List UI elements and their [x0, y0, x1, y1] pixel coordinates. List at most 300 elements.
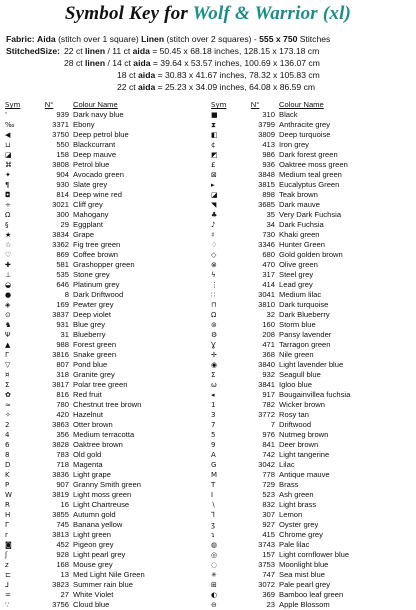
- colour-name: Autumn gold: [73, 510, 116, 519]
- floss-number: 3772: [258, 410, 275, 419]
- floss-number: 932: [262, 370, 275, 379]
- symbol-key-row: [211, 500, 414, 510]
- fabric-aida: Aida: [37, 34, 56, 44]
- size-type-b: aida: [138, 70, 156, 80]
- colour-name: Ebony: [73, 120, 95, 129]
- colour-name: Bamboo leaf green: [279, 590, 344, 599]
- symbol-key-row: [211, 290, 414, 300]
- colour-name: Med Light Nile Green: [73, 570, 145, 579]
- symbol-glyph: ●: [5, 291, 12, 299]
- floss-number: 3750: [52, 130, 69, 139]
- floss-number: 3756: [52, 600, 69, 609]
- floss-number: 3828: [52, 440, 69, 449]
- symbol-glyph: ✿: [5, 391, 11, 399]
- symbol-glyph: ◧: [211, 131, 218, 139]
- floss-number: 3848: [258, 170, 275, 179]
- floss-number: 3816: [52, 350, 69, 359]
- floss-number: 3813: [52, 530, 69, 539]
- column-headers-right: [211, 100, 414, 110]
- symbol-glyph: Ɣ: [211, 341, 216, 349]
- floss-number: 3855: [52, 510, 69, 519]
- size-dimensions: = 25.23 x 34.09 inches, 64.08 x 86.59 cm: [157, 82, 316, 92]
- colour-name: Gold golden brown: [279, 250, 343, 259]
- symbol-glyph: Σ: [5, 381, 10, 389]
- symbol-key-row: [211, 540, 414, 550]
- colour-name: Oaktree moss green: [279, 160, 348, 169]
- colour-name: Hunter Green: [279, 240, 326, 249]
- symbol-key-row: [5, 230, 208, 240]
- symbol-key-row: [5, 250, 208, 260]
- symbol-key-row: [211, 350, 414, 360]
- column-headers-left: [5, 100, 208, 110]
- symbol-glyph: H: [5, 511, 11, 519]
- floss-number: 646: [56, 280, 69, 289]
- symbol-list-left: [5, 100, 208, 610]
- symbol-key-row: [211, 600, 414, 610]
- symbol-key-row: [211, 270, 414, 280]
- symbol-glyph: W: [5, 491, 12, 499]
- floss-number: 318: [56, 370, 69, 379]
- header-sym: Sym: [5, 101, 21, 109]
- symbol-key-row: [211, 400, 414, 410]
- header-colour-name: Colour Name: [279, 100, 324, 109]
- symbol-key-row: [5, 420, 208, 430]
- stitched-size-row: [64, 58, 320, 69]
- floss-number: 782: [262, 400, 275, 409]
- symbol-glyph: ⌘: [5, 161, 12, 169]
- symbol-key-row: [5, 440, 208, 450]
- floss-number: 3072: [258, 580, 275, 589]
- colour-name: Summer rain blue: [73, 580, 133, 589]
- size-type-b: aida: [138, 82, 156, 92]
- symbol-key-row: [211, 480, 414, 490]
- symbol-glyph: ◒: [5, 281, 12, 289]
- symbol-glyph: ⊗: [211, 261, 217, 269]
- floss-number: 27: [60, 590, 69, 599]
- symbol-glyph: 3: [211, 411, 216, 419]
- symbol-glyph: ⅃: [5, 581, 9, 589]
- colour-name: Granny Smith green: [73, 480, 141, 489]
- symbol-key-row: [5, 200, 208, 210]
- floss-number: 3371: [52, 120, 69, 129]
- symbol-glyph: G: [211, 461, 217, 469]
- floss-number: 976: [262, 430, 275, 439]
- symbol-glyph: =: [5, 591, 11, 599]
- symbol-key-row: [5, 380, 208, 390]
- floss-number: 368: [262, 350, 275, 359]
- symbol-key-row: [211, 250, 414, 260]
- floss-number: 783: [56, 450, 69, 459]
- colour-name: Teak brown: [279, 190, 318, 199]
- size-count-b: 11 ct: [112, 46, 131, 56]
- floss-number: 869: [56, 250, 69, 259]
- symbol-key-row: [5, 110, 208, 120]
- floss-number: 730: [262, 230, 275, 239]
- colour-name: Light pearl grey: [73, 550, 126, 559]
- symbol-key-row: [5, 490, 208, 500]
- colour-name: Eggplant: [73, 220, 103, 229]
- size-separator: /: [107, 46, 110, 56]
- symbol-glyph: Ω: [211, 311, 217, 319]
- symbol-key-row: [211, 370, 414, 380]
- colour-name: Light brass: [279, 500, 317, 509]
- symbol-glyph: 8: [5, 451, 10, 459]
- symbol-key-row: [5, 510, 208, 520]
- colour-name: Pewter grey: [73, 300, 114, 309]
- symbol-key-row: [5, 290, 208, 300]
- symbol-key-row: [211, 160, 414, 170]
- floss-number: 34: [266, 220, 275, 229]
- header-number: N°: [250, 100, 260, 109]
- floss-number: 310: [262, 110, 275, 119]
- colour-name: Light lavender blue: [279, 360, 344, 369]
- floss-number: 832: [262, 500, 275, 509]
- symbol-key-row: [5, 240, 208, 250]
- size-count-b: 18 ct: [117, 70, 136, 80]
- symbol-key-row: [211, 260, 414, 270]
- colour-name: Forest green: [73, 340, 117, 349]
- symbol-key-row: [5, 530, 208, 540]
- colour-name: Pale lilac: [279, 540, 310, 549]
- stitched-size-row: [117, 82, 315, 93]
- symbol-key-row: [211, 450, 414, 460]
- symbol-glyph: ◈: [5, 301, 11, 309]
- symbol-glyph: r: [5, 531, 8, 539]
- symbol-key-row: [5, 390, 208, 400]
- colour-name: Lemon: [279, 510, 303, 519]
- floss-number: 470: [262, 260, 275, 269]
- floss-number: 3809: [258, 130, 275, 139]
- symbol-glyph: ʒ: [211, 521, 216, 529]
- symbol-glyph: ◂: [211, 391, 215, 399]
- colour-name: Dark Blueberry: [279, 310, 330, 319]
- floss-number: 742: [262, 450, 275, 459]
- symbol-key-row: [5, 450, 208, 460]
- symbol-glyph: ◘: [5, 191, 11, 199]
- symbol-key-row: [5, 150, 208, 160]
- colour-name: Sea mist blue: [279, 570, 326, 579]
- floss-number: 414: [262, 280, 275, 289]
- floss-number: 3837: [52, 310, 69, 319]
- symbol-key-row: [211, 170, 414, 180]
- colour-name: Light grape: [73, 470, 111, 479]
- colour-name: Dark turquoise: [279, 300, 329, 309]
- colour-name: Light moss green: [73, 490, 132, 499]
- floss-number: 780: [56, 400, 69, 409]
- colour-name: Chestnut tree brown: [73, 400, 142, 409]
- fabric-linen-note: (stitch over 2 squares) -: [166, 34, 257, 44]
- symbol-glyph: 6: [5, 441, 10, 449]
- floss-number: 160: [262, 320, 275, 329]
- symbol-glyph: ⊠: [211, 171, 217, 179]
- colour-name: Platinum grey: [73, 280, 120, 289]
- symbol-glyph: ▸: [211, 181, 215, 189]
- colour-name: Grape: [73, 230, 95, 239]
- colour-name: Anthracite grey: [279, 120, 331, 129]
- floss-number: 747: [262, 570, 275, 579]
- colour-name: Lead grey: [279, 280, 313, 289]
- symbol-glyph: ɿ: [211, 531, 215, 539]
- symbol-key-row: [211, 570, 414, 580]
- symbol-glyph: z: [5, 561, 9, 569]
- symbol-glyph: ◩: [211, 151, 218, 159]
- symbol-glyph: ✛: [211, 351, 217, 359]
- symbol-glyph: ◌: [211, 561, 218, 569]
- colour-name: Chrome grey: [279, 530, 323, 539]
- symbol-key-row: [5, 360, 208, 370]
- colour-name: Apple Blossom: [279, 600, 330, 609]
- floss-number: 778: [262, 470, 275, 479]
- symbol-key-row: [5, 330, 208, 340]
- symbol-glyph: 2: [5, 421, 10, 429]
- colour-name: Ash green: [279, 490, 314, 499]
- symbol-glyph: ⊖: [211, 601, 217, 609]
- size-dimensions: = 30.83 x 41.67 inches, 78.32 x 105.83 cm: [157, 70, 320, 80]
- symbol-key-row: [5, 320, 208, 330]
- symbol-key-row: [5, 270, 208, 280]
- symbol-glyph: £: [211, 161, 216, 169]
- symbol-glyph: ♡: [5, 251, 12, 259]
- colour-name: Pansy lavender: [279, 330, 332, 339]
- symbol-glyph: §: [5, 221, 9, 229]
- floss-number: 415: [262, 530, 275, 539]
- symbol-key-row: [5, 370, 208, 380]
- colour-name: Light green: [73, 530, 111, 539]
- floss-number: 29: [60, 220, 69, 229]
- symbol-glyph: P: [5, 481, 10, 489]
- colour-name: Black: [279, 110, 298, 119]
- colour-name: Banana yellow: [73, 520, 123, 529]
- floss-number: 986: [262, 150, 275, 159]
- symbol-key-row: [5, 160, 208, 170]
- colour-name: Moonlight blue: [279, 560, 329, 569]
- floss-number: 904: [56, 170, 69, 179]
- symbol-key-row: [211, 210, 414, 220]
- symbol-key-row: [5, 550, 208, 560]
- symbol-glyph: D: [5, 461, 11, 469]
- colour-name: Pond blue: [73, 360, 108, 369]
- symbol-glyph: 5: [211, 431, 216, 439]
- colour-name: Hazelnut: [73, 410, 103, 419]
- symbol-glyph: 1: [211, 401, 216, 409]
- colour-name: Lilac: [279, 460, 295, 469]
- symbol-glyph: ⚙: [211, 331, 218, 339]
- colour-name: Blueberry: [73, 330, 106, 339]
- colour-name: Nutmeg brown: [279, 430, 329, 439]
- colour-name: Oyster grey: [279, 520, 319, 529]
- symbol-glyph: M: [211, 471, 218, 479]
- symbol-glyph: ‰: [5, 121, 15, 129]
- fabric-line: [6, 34, 410, 45]
- colour-name: Blue grey: [73, 320, 106, 329]
- stitched-size-label: StitchedSize:: [6, 46, 60, 56]
- fabric-aida-note: (stitch over 1 square): [58, 34, 139, 44]
- colour-name: Fig tree green: [73, 240, 121, 249]
- colour-name: Cloud blue: [73, 600, 110, 609]
- symbol-glyph: ✦: [5, 171, 11, 179]
- colour-name: Deer brown: [279, 440, 319, 449]
- colour-name: Pale pearl grey: [279, 580, 331, 589]
- colour-name: Antique mauve: [279, 470, 330, 479]
- colour-name: Dark navy blue: [73, 110, 124, 119]
- symbol-key-row: [5, 410, 208, 420]
- symbol-glyph: ⊚: [211, 321, 217, 329]
- symbol-glyph: ∖: [211, 501, 216, 509]
- header-sym: Sym: [211, 101, 227, 109]
- floss-number: 3863: [52, 420, 69, 429]
- symbol-glyph: ★: [5, 231, 12, 239]
- fabric-stitches-suffix: Stitches: [299, 34, 331, 44]
- symbol-key-row: [211, 310, 414, 320]
- colour-name: Bougainvillea fuchsia: [279, 390, 351, 399]
- floss-number: 158: [56, 150, 69, 159]
- symbol-glyph: Ψ: [5, 331, 11, 339]
- colour-name: Medium terracotta: [73, 430, 135, 439]
- floss-number: 931: [56, 320, 69, 329]
- colour-name: Mahogany: [73, 210, 109, 219]
- colour-name: Petrol blue: [73, 160, 110, 169]
- symbol-glyph: Γ: [5, 521, 9, 529]
- symbol-glyph: ': [5, 111, 7, 119]
- symbol-glyph: ♞: [5, 321, 12, 329]
- symbol-glyph: ¤: [5, 371, 10, 379]
- symbol-glyph: ◍: [211, 541, 218, 549]
- colour-name: Mouse grey: [73, 560, 113, 569]
- floss-number: 3840: [258, 360, 275, 369]
- symbol-glyph: Γ: [5, 351, 9, 359]
- floss-number: 3836: [52, 470, 69, 479]
- floss-number: 718: [56, 460, 69, 469]
- floss-number: 745: [56, 520, 69, 529]
- symbol-glyph: ⊔: [5, 141, 11, 149]
- symbol-glyph: 4: [5, 431, 10, 439]
- colour-name: Igloo blue: [279, 380, 312, 389]
- symbol-glyph: ☆: [5, 241, 12, 249]
- floss-number: 452: [56, 540, 69, 549]
- colour-name: Dark mauve: [279, 200, 320, 209]
- floss-number: 169: [56, 300, 69, 309]
- symbol-key-row: [5, 500, 208, 510]
- symbol-glyph: ◪: [211, 191, 218, 199]
- symbol-glyph: ʃ: [5, 551, 8, 559]
- size-type-a: linen: [85, 58, 106, 68]
- floss-number: 988: [56, 340, 69, 349]
- symbol-key-row: [5, 190, 208, 200]
- symbol-glyph: ω: [211, 381, 217, 389]
- symbol-key-row: [5, 140, 208, 150]
- colour-name: Deep petrol blue: [73, 130, 129, 139]
- size-dimensions: = 39.64 x 53.57 inches, 100.69 x 136.07 cm: [152, 58, 320, 68]
- floss-number: 939: [56, 110, 69, 119]
- symbol-key-row: [211, 150, 414, 160]
- floss-number: 208: [262, 330, 275, 339]
- symbol-key-row: [211, 420, 414, 430]
- floss-number: 3743: [258, 540, 275, 549]
- floss-number: 168: [56, 560, 69, 569]
- floss-number: 841: [262, 440, 275, 449]
- colour-name: Dark Driftwood: [73, 290, 124, 299]
- symbol-glyph: ⊙: [5, 311, 11, 319]
- title-prefix: Symbol Key for: [64, 3, 189, 24]
- size-type-b: aida: [132, 46, 150, 56]
- floss-number: 3815: [258, 180, 275, 189]
- symbol-glyph: ◪: [5, 151, 12, 159]
- floss-number: 3042: [258, 460, 275, 469]
- symbol-key-row: [5, 350, 208, 360]
- colour-name: Wicker brown: [279, 400, 325, 409]
- colour-name: Coffee brown: [73, 250, 119, 259]
- floss-number: 928: [56, 550, 69, 559]
- floss-number: 157: [262, 550, 275, 559]
- symbol-glyph: ¢: [211, 141, 216, 149]
- floss-number: 3685: [258, 200, 275, 209]
- symbol-key-row: [211, 280, 414, 290]
- symbol-glyph: T: [211, 481, 216, 489]
- colour-name: Dark forest green: [279, 150, 338, 159]
- floss-number: 7: [270, 420, 275, 429]
- symbol-key-row: [5, 340, 208, 350]
- colour-name: Dark Fuchsia: [279, 220, 324, 229]
- floss-number: 32: [266, 310, 275, 319]
- symbol-key-row: [211, 220, 414, 230]
- stitched-size-row: [117, 70, 320, 81]
- symbol-key-row: [211, 360, 414, 370]
- symbol-glyph: 7: [211, 421, 216, 429]
- symbol-key-row: [211, 110, 414, 120]
- colour-name: Rosy tan: [279, 410, 309, 419]
- symbol-key-row: [5, 560, 208, 570]
- symbol-key-row: [5, 470, 208, 480]
- symbol-key-row: [5, 540, 208, 550]
- symbol-glyph: I: [211, 491, 214, 499]
- floss-number: 16: [60, 500, 69, 509]
- floss-number: 3808: [52, 160, 69, 169]
- symbol-key-row: [5, 480, 208, 490]
- symbol-glyph: Σ: [211, 371, 216, 379]
- symbol-key-row: [211, 130, 414, 140]
- size-type-a: linen: [85, 46, 106, 56]
- symbol-key-row: [5, 260, 208, 270]
- symbol-key-row: [5, 600, 208, 610]
- symbol-key-row: [5, 180, 208, 190]
- colour-name: Iron grey: [279, 140, 309, 149]
- page-title: [0, 3, 416, 25]
- fabric-stitches: 555 x 750: [259, 34, 298, 44]
- symbol-key-row: [5, 570, 208, 580]
- symbol-key-row: [5, 300, 208, 310]
- floss-number: 550: [56, 140, 69, 149]
- colour-name: Olive green: [279, 260, 318, 269]
- symbol-key-row: [211, 430, 414, 440]
- symbol-glyph: ✳: [211, 571, 217, 579]
- symbol-glyph: 9: [211, 441, 216, 449]
- symbol-key-row: [211, 470, 414, 480]
- symbol-key-row: [5, 220, 208, 230]
- size-count-b: 14 ct: [112, 58, 131, 68]
- colour-name: Snake green: [73, 350, 117, 359]
- symbol-glyph: ✧: [5, 411, 11, 419]
- floss-number: 23: [266, 600, 275, 609]
- symbol-key-row: [5, 170, 208, 180]
- colour-name: Very Dark Fuchsia: [279, 210, 342, 219]
- colour-name: Granite grey: [73, 370, 115, 379]
- colour-name: Brass: [279, 480, 299, 489]
- symbol-key-row: [211, 550, 414, 560]
- symbol-glyph: R: [5, 501, 10, 509]
- symbol-glyph: ♯: [211, 231, 215, 239]
- floss-number: 3021: [52, 200, 69, 209]
- symbol-key-row: [211, 510, 414, 520]
